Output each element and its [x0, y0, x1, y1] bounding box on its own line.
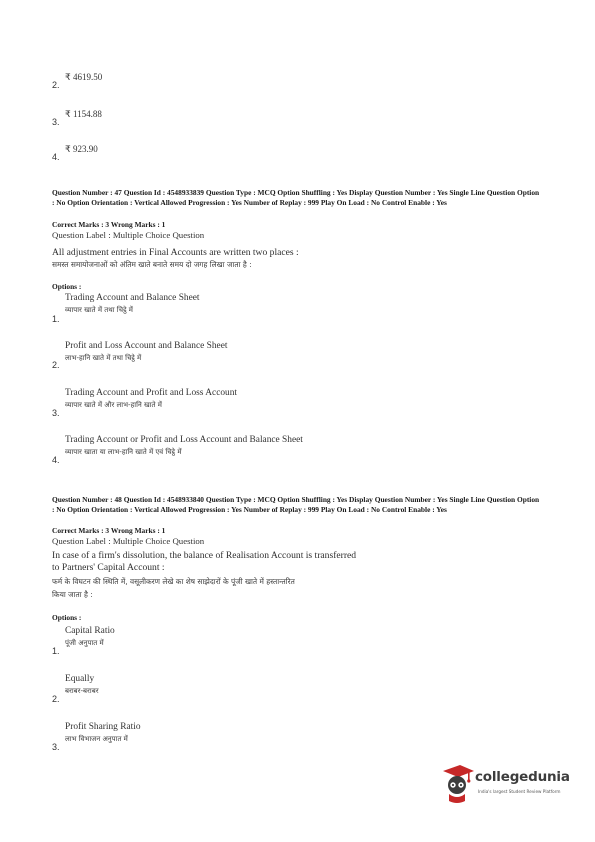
question-marks: Correct Marks : 3 Wrong Marks : 1: [52, 526, 166, 535]
option-number: 1.: [52, 314, 60, 324]
options-label: Options :: [52, 613, 82, 622]
question-text-hindi-line-1: फर्म के विघटन की स्थिति में, वसूलीकरण लेखे का शेष साझेदारों के पूंजी खाते में हस्तान्तरित: [52, 577, 295, 586]
option-text: Trading Account or Profit and Loss Account and Balance Sheet: [65, 435, 303, 445]
option-text-hindi: लाभ विभाजन अनुपात में: [65, 735, 128, 743]
option-number: 4.: [52, 152, 60, 162]
option-text: Trading Account and Profit and Loss Account: [65, 388, 238, 398]
logo-tagline: India's largest Student Review Platform: [478, 789, 561, 794]
option-text: Capital Ratio: [65, 626, 115, 636]
option-number: 2.: [52, 80, 60, 90]
question-text-hindi-line-2: किया जाता है :: [52, 590, 93, 599]
option-amount: ₹ 4619.50: [65, 72, 103, 82]
option-text: Equally: [65, 674, 95, 684]
option-text: Profit Sharing Ratio: [65, 722, 141, 732]
option-text-hindi: व्यापार खाते में तथा चिट्ठे में: [65, 306, 133, 314]
option-text-hindi: लाभ-हानि खाते में तथा चिट्ठे में: [65, 354, 142, 362]
option-number: 3.: [52, 408, 60, 418]
option-amount: ₹ 923.90: [65, 144, 98, 154]
graduate-mascot-icon: [440, 763, 476, 805]
option-number: 2.: [52, 360, 60, 370]
option-text-hindi: बराबर-बराबर: [65, 687, 99, 695]
question-text: All adjustment entries in Final Accounts are written two places :: [52, 247, 299, 258]
question-meta: Question Number : 48 Question Id : 4548933840 Question Type : MCQ Option Shuffling : Yes Display Question Number : Yes Single Line Question Option : No Option Orientation : Vertical Allowed Progression : Yes Number of Replay : 999 Play On Load : No Control Enable : Yes: [52, 495, 540, 514]
question-text-hindi: समस्त समायोजनाओं को अंतिम खाते बनाते समय दो जगह लिखा जाता है :: [52, 260, 252, 269]
question-marks: Correct Marks : 3 Wrong Marks : 1: [52, 220, 166, 229]
option-number: 2.: [52, 694, 60, 704]
option-number: 3.: [52, 117, 60, 127]
question-text-line-1: In case of a firm's dissolution, the balance of Realisation Account is transferred: [52, 550, 357, 561]
option-text: Profit and Loss Account and Balance Sheet: [65, 341, 228, 351]
options-label: Options :: [52, 282, 82, 291]
option-text-hindi: व्यापार खाते में और लाभ-हानि खाते में: [65, 401, 162, 409]
option-text-hindi: पूंजी अनुपात में: [65, 639, 104, 647]
option-number: 3.: [52, 742, 60, 752]
option-number: 4.: [52, 455, 60, 465]
option-text: Trading Account and Balance Sheet: [65, 293, 200, 303]
question-label: Question Label : Multiple Choice Question: [52, 536, 205, 546]
collegedunia-logo: [440, 763, 570, 807]
question-meta: Question Number : 47 Question Id : 4548933839 Question Type : MCQ Option Shuffling : Yes Display Question Number : Yes Single Line Question Option : No Option Orientation : Vertical Allowed Progression : Yes Number of Replay : 999 Play On Load : No Control Enable : Yes: [52, 188, 540, 207]
option-text-hindi: व्यापार खाता या लाभ-हानि खाते में एवं चिट्ठे में: [65, 448, 182, 456]
option-amount: ₹ 1154.88: [65, 109, 102, 119]
question-text-line-2: to Partners' Capital Account :: [52, 562, 165, 573]
option-number: 1.: [52, 646, 60, 656]
logo-name: collegedunia: [475, 769, 570, 785]
question-label: Question Label : Multiple Choice Question: [52, 230, 205, 240]
